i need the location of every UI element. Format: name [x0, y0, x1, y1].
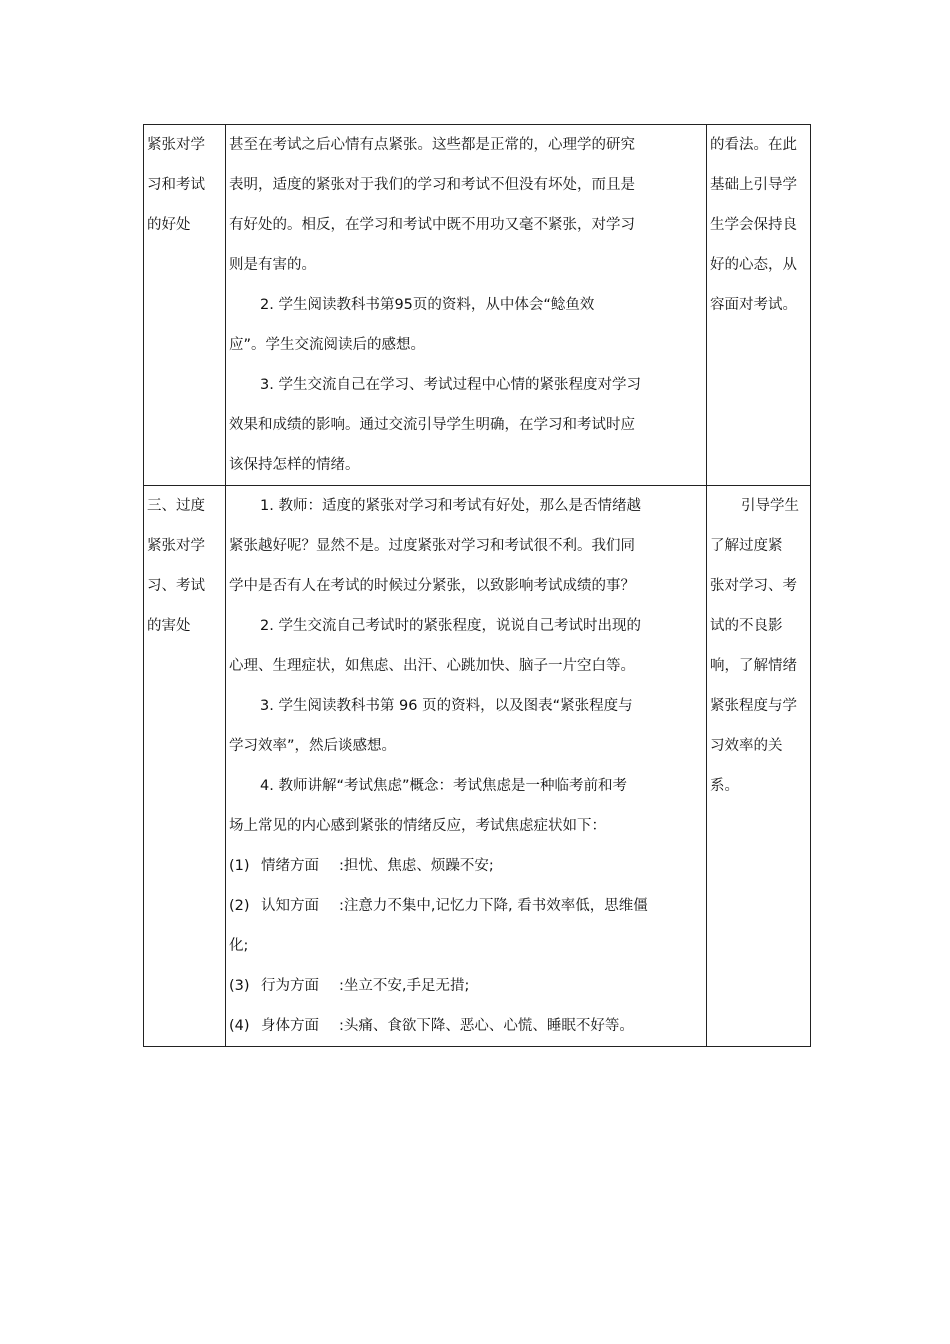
content-line: 应”。学生交流阅读后的感想。: [229, 337, 426, 353]
content-cell: [226, 486, 707, 1047]
symptom-text: :坐立不安,手足无措;: [339, 978, 470, 994]
lesson-plan-table: [143, 124, 811, 1047]
content-line: 场上常见的内心感到紧张的情绪反应，考试焦虑症状如下：: [229, 818, 606, 834]
symptom-label: (2): [229, 898, 250, 914]
symptom-topic: 行为方面: [261, 978, 319, 994]
topic-line: 的好处: [147, 217, 191, 233]
note-line: 习效率的关: [710, 738, 783, 754]
content-line: 3. 学生阅读教科书第 96 页的资料，以及图表“紧张程度与: [260, 698, 633, 714]
content-line: 3. 学生交流自己在学习、考试过程中心情的紧张程度对学习: [260, 377, 641, 393]
symptom-item: [229, 846, 702, 886]
symptom-label: (4): [229, 1018, 250, 1034]
symptom-text: :头痛、食欲下降、恶心、心慌、睡眠不好等。: [339, 1018, 634, 1034]
symptom-topic: 身体方面: [261, 1018, 319, 1034]
symptom-text: :注意力不集中,记忆力下降, 看书效率低，思维僵: [339, 898, 648, 914]
topic-line: 三、过度: [147, 498, 205, 514]
content-line: 该保持怎样的情绪。: [229, 457, 360, 473]
topic-cell: [144, 486, 226, 1047]
note-line: 了解过度紧: [710, 538, 783, 554]
content-line: 紧张越好呢？显然不是。过度紧张对学习和考试很不利。我们同: [229, 538, 635, 554]
note-line: 引导学生: [741, 498, 799, 514]
content-line: 4. 教师讲解“考试焦虑”概念：考试焦虑是一种临考前和考: [260, 778, 627, 794]
note-line: 紧张程度与学: [710, 698, 797, 714]
content-line: 效果和成绩的影响。通过交流引导学生明确，在学习和考试时应: [229, 417, 635, 433]
topic-line: 紧张对学: [147, 538, 205, 554]
symptom-item: [229, 966, 702, 1006]
content-line: 有好处的。相反，在学习和考试中既不用功又毫不紧张，对学习: [229, 217, 635, 233]
note-line: 基础上引导学: [710, 177, 797, 193]
symptom-text: :担忧、焦虑、烦躁不安;: [339, 858, 494, 874]
content-line: 甚至在考试之后心情有点紧张。这些都是正常的，心理学的研究: [229, 137, 635, 153]
table-row: [144, 125, 811, 486]
note-cell: [707, 486, 811, 1047]
symptom-item: [229, 1006, 702, 1046]
content-line: 学习效率”，然后谈感想。: [229, 738, 397, 754]
topic-line: 的害处: [147, 618, 191, 634]
content-cell: [226, 125, 707, 486]
symptom-topic: 情绪方面: [261, 858, 319, 874]
note-line: 张对学习、考: [710, 578, 797, 594]
note-line: 响，了解情绪: [710, 658, 797, 674]
note-line: 试的不良影: [710, 618, 783, 634]
topic-line: 习和考试: [147, 177, 205, 193]
content-line: 2. 学生阅读教科书第95页的资料，从中体会“鲶鱼效: [260, 297, 595, 313]
symptom-text: 化;: [229, 938, 249, 954]
note-cell: [707, 125, 811, 486]
content-line: 2. 学生交流自己考试时的紧张程度，说说自己考试时出现的: [260, 618, 641, 634]
content-line: 表明，适度的紧张对于我们的学习和考试不但没有坏处，而且是: [229, 177, 635, 193]
symptom-label: (3): [229, 978, 250, 994]
symptom-label: (1): [229, 858, 250, 874]
content-line: 学中是否有人在考试的时候过分紧张，以致影响考试成绩的事？: [229, 578, 635, 594]
table-row: [144, 486, 811, 1047]
content-line: 则是有害的。: [229, 257, 316, 273]
symptom-item: [229, 886, 702, 926]
note-line: 好的心态，从: [710, 257, 797, 273]
topic-line: 习、考试: [147, 578, 205, 594]
content-line: 心理、生理症状，如焦虑、出汗、心跳加快、脑子一片空白等。: [229, 658, 635, 674]
symptom-topic: 认知方面: [261, 898, 319, 914]
note-line: 生学会保持良: [710, 217, 797, 233]
content-line: 1. 教师：适度的紧张对学习和考试有好处，那么是否情绪越: [260, 498, 641, 514]
symptom-item-continuation: [229, 926, 702, 966]
note-line: 的看法。在此: [710, 137, 797, 153]
note-line: 容面对考试。: [710, 297, 797, 313]
topic-line: 紧张对学: [147, 137, 205, 153]
topic-cell: [144, 125, 226, 486]
note-line: 系。: [710, 778, 739, 794]
